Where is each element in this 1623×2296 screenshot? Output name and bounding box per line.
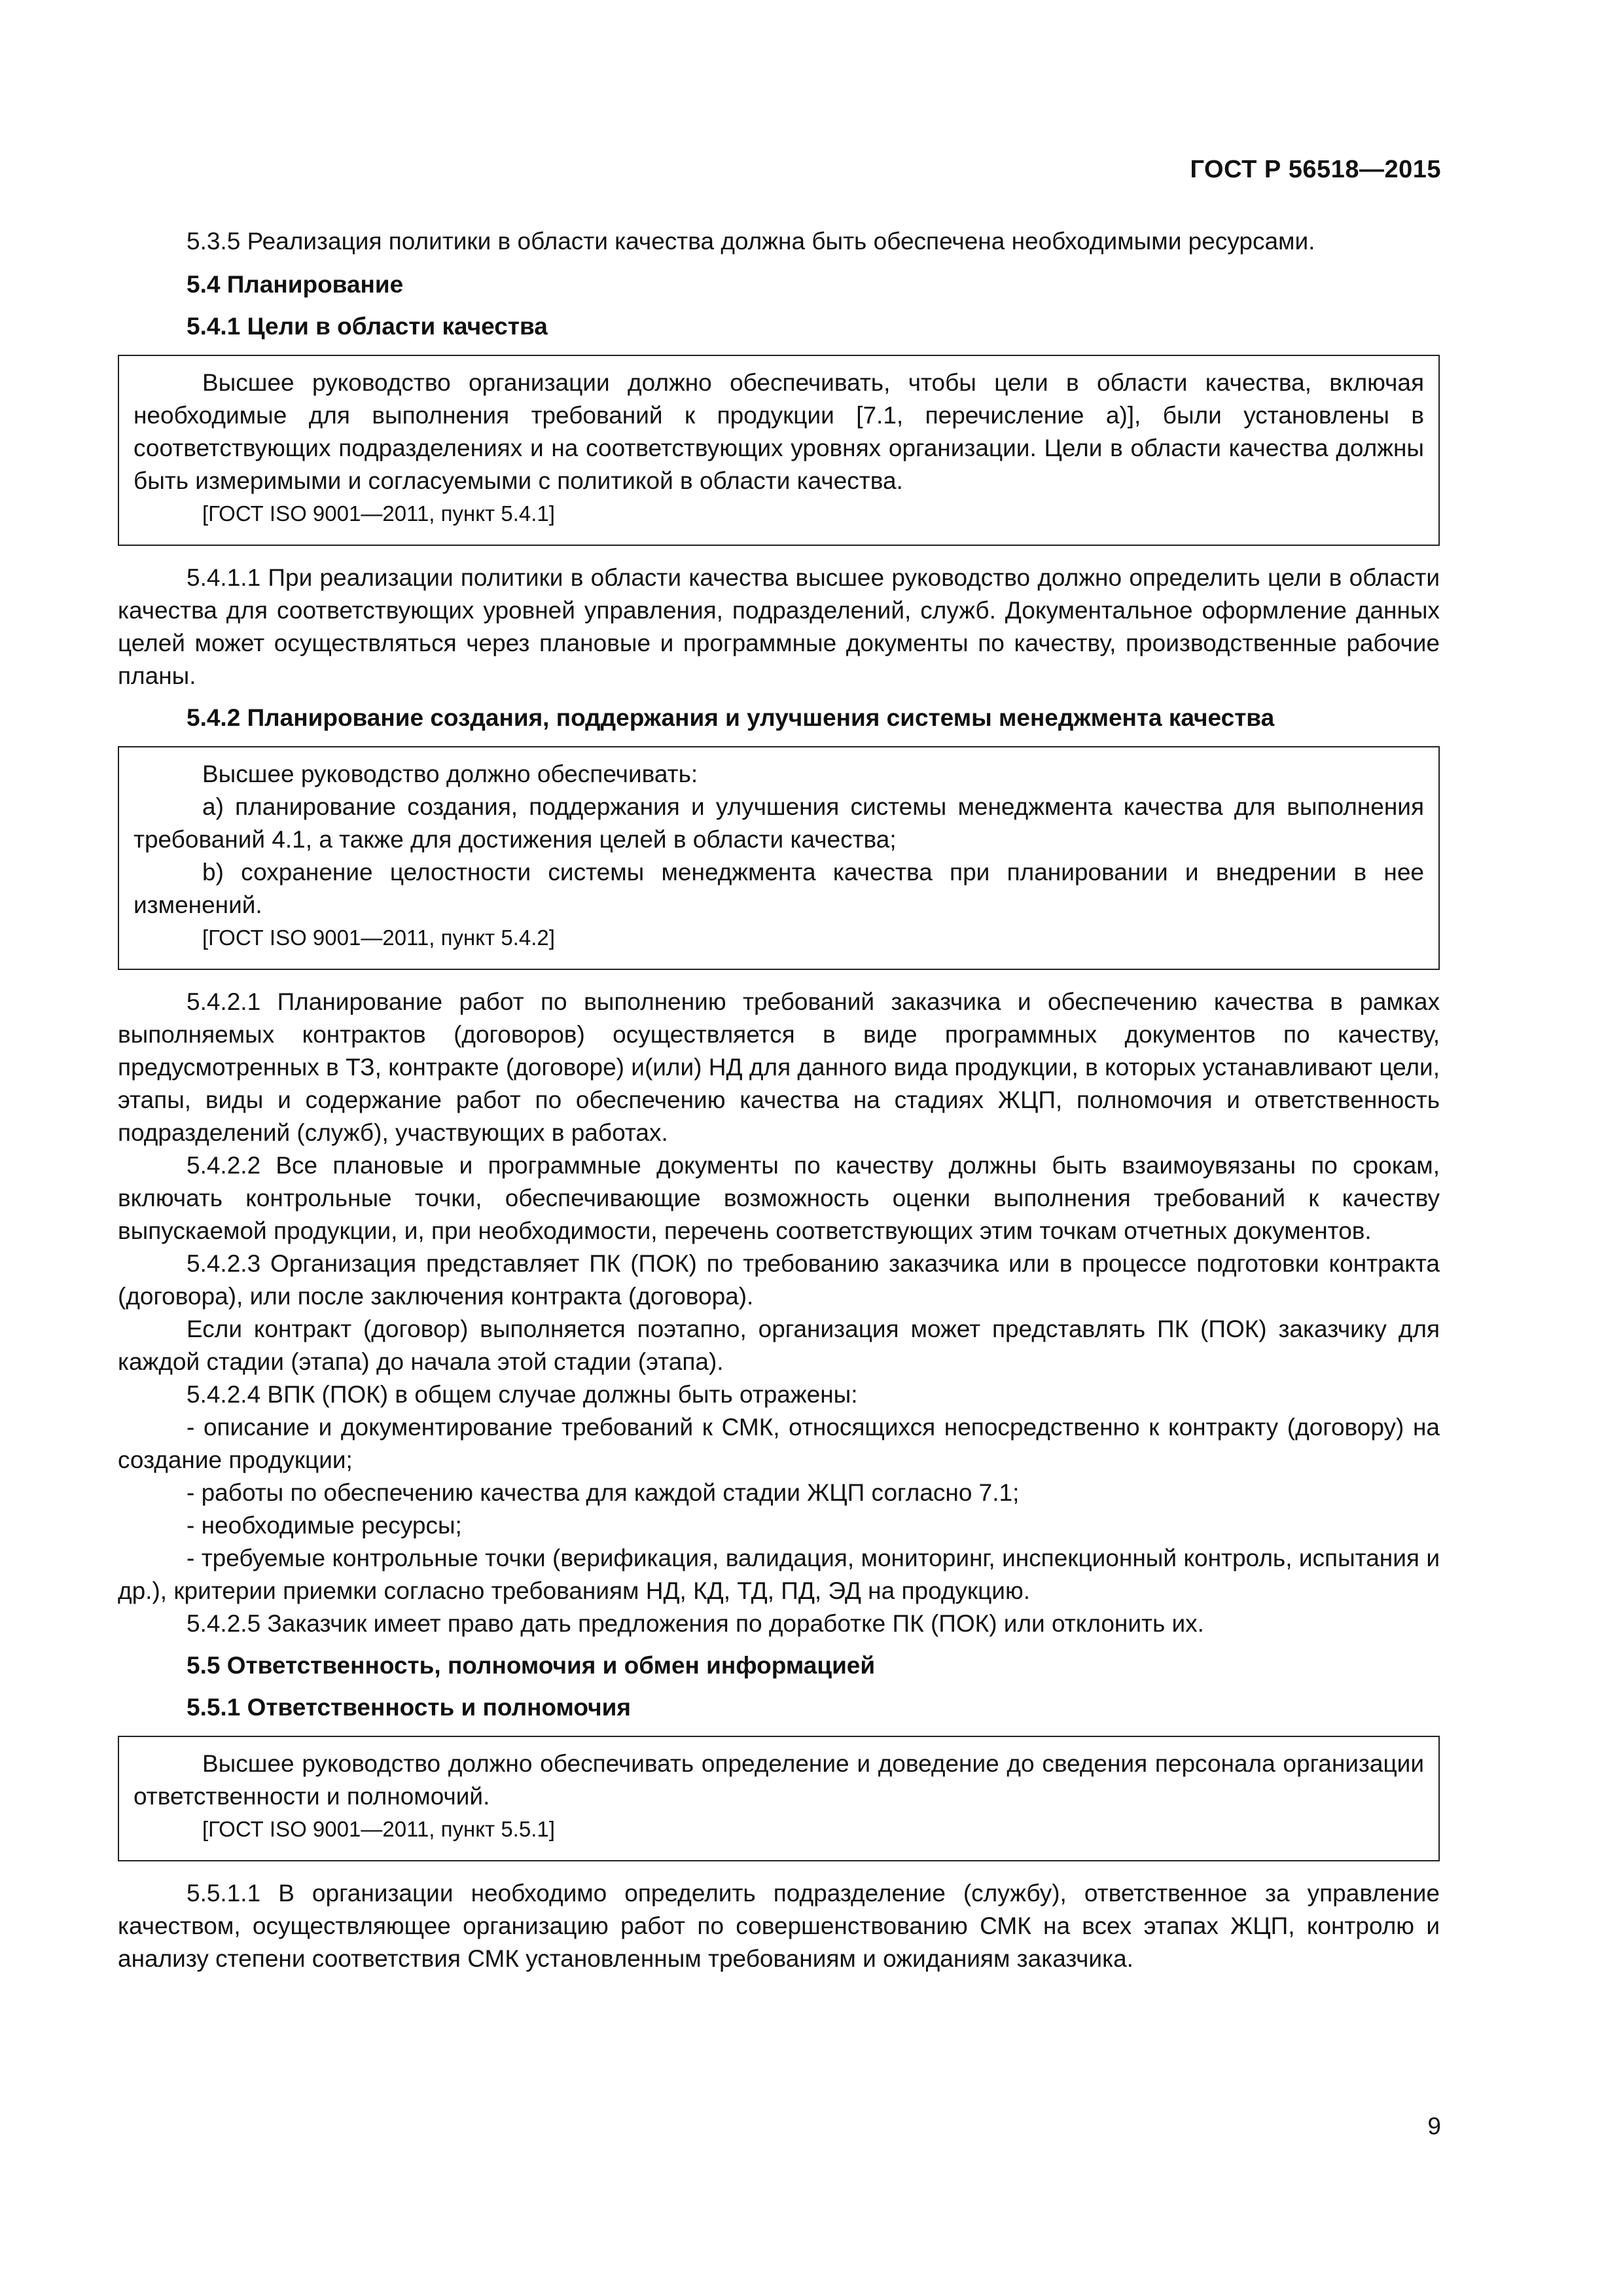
doc-header-code: ГОСТ Р 56518—2015	[1190, 156, 1441, 183]
quote-reference: [ГОСТ ISO 9001—2011, пункт 5.4.2]	[202, 925, 555, 950]
paragraph-5-4-2-4: 5.4.2.4 ВПК (ПОК) в общем случае должны быть отражены:	[187, 1381, 858, 1408]
list-item: - необходимые ресурсы;	[187, 1512, 462, 1539]
heading-5-5: 5.5 Ответственность, полномочия и обмен информацией	[187, 1652, 876, 1679]
paragraph-5-3-5: 5.3.5 Реализация политики в области качества должна быть обеспечена необходимыми ресурсами.	[187, 228, 1315, 255]
paragraph-5-4-1-1: 5.4.1.1 При реализации политики в области качества высшее руководство должно определить цели в области качества для соответствующих уровней управления, подразделений, служб. Документальное оформление данных целей может осуществляться через плановые и программные документы по качеству, производственные рабочие планы.	[118, 564, 1440, 689]
quote-intro: Высшее руководство должно обеспечивать:	[202, 761, 698, 787]
heading-5-4-2: 5.4.2 Планирование создания, поддержания и улучшения системы менеджмента качества	[187, 704, 1275, 731]
document-body	[118, 225, 1440, 1975]
quote-item-b: b) сохранение целостности системы менеджмента качества при планировании и внедрении в нее изменений.	[134, 859, 1424, 918]
list-item: - работы по обеспечению качества для каждой стадии ЖЦП согласно 7.1;	[187, 1479, 1020, 1506]
paragraph-5-4-2-1: 5.4.2.1 Планирование работ по выполнению требований заказчика и обеспечению качества в рамках выполняемых контрактов (договоров) осуществляется в виде программных документов по качеству, предусмотренных в ТЗ, контракте (договоре) и(или) НД для данного вида продукции, в которых устанавливают цели, этапы, виды и содержание работ по обеспечению качества на стадиях ЖЦП, полномочия и ответственность подразделений (служб), участвующих в работах.	[118, 988, 1440, 1146]
list-item: - требуемые контрольные точки (верификация, валидация, мониторинг, инспекционный контроль, испытания и др.), критерии приемки согласно требованиям НД, КД, ТД, ПД, ЭД на продукцию.	[118, 1545, 1440, 1604]
quote-item-a: а) планирование создания, поддержания и улучшения системы менеджмента качества для выполнения требований 4.1, а также для достижения целей в области качества;	[134, 793, 1424, 853]
paragraph-5-4-2-3: 5.4.2.3 Организация представляет ПК (ПОК) по требованию заказчика или в процессе подготовки контракта (договора), или после заключения контракта (договора).	[118, 1250, 1440, 1310]
paragraph-5-4-2-2: 5.4.2.2 Все плановые и программные документы по качеству должны быть взаимоувязаны по срокам, включать контрольные точки, обеспечивающие возможность оценки выполнения требований к качеству выпускаемой продукции, и, при необходимости, перечень соответствующих этим точкам отчетных документов.	[118, 1152, 1440, 1244]
paragraph-5-5-1-1: 5.5.1.1 В организации необходимо определить подразделение (службу), ответственное за управление качеством, осуществляющее организацию работ по совершенствованию СМК на всех этапах ЖЦП, контролю и анализу степени соответствия СМК установленным требованиям и ожиданиям заказчика.	[118, 1880, 1440, 1972]
heading-5-5-1: 5.5.1 Ответственность и полномочия	[187, 1694, 631, 1721]
quote-text: Высшее руководство должно обеспечивать определение и доведение до сведения персонала организации ответственности и полномочий.	[134, 1750, 1424, 1810]
paragraph-5-4-2-5: 5.4.2.5 Заказчик имеет право дать предложения по доработке ПК (ПОК) или отклонить их.	[187, 1610, 1204, 1637]
quote-box-5-5-1	[118, 1736, 1440, 1861]
quote-box-5-4-1	[118, 355, 1440, 546]
page-number: 9	[1427, 2113, 1441, 2140]
paragraph-5-4-2-3-cont: Если контракт (договор) выполняется поэтапно, организация может представлять ПК (ПОК) заказчику для каждой стадии (этапа) до начала этой стадии (этапа).	[118, 1316, 1440, 1375]
quote-text: Высшее руководство организации должно обеспечивать, чтобы цели в области качества, включая необходимые для выполнения требований к продукции [7.1, перечисление а)], были установлены в соответствующих подразделениях и на соответствующих уровнях организации. Цели в области качества должны быть измеримыми и согласуемыми с политикой в области качества.	[134, 369, 1424, 494]
quote-box-5-4-2	[118, 746, 1440, 970]
quote-reference: [ГОСТ ISO 9001—2011, пункт 5.4.1]	[202, 501, 555, 526]
heading-5-4-1: 5.4.1 Цели в области качества	[187, 313, 548, 340]
list-item: - описание и документирование требований к СМК, относящихся непосредственно к контракту (договору) на создание продукции;	[118, 1414, 1440, 1473]
quote-reference: [ГОСТ ISO 9001—2011, пункт 5.5.1]	[202, 1817, 555, 1841]
heading-5-4: 5.4 Планирование	[187, 271, 404, 298]
